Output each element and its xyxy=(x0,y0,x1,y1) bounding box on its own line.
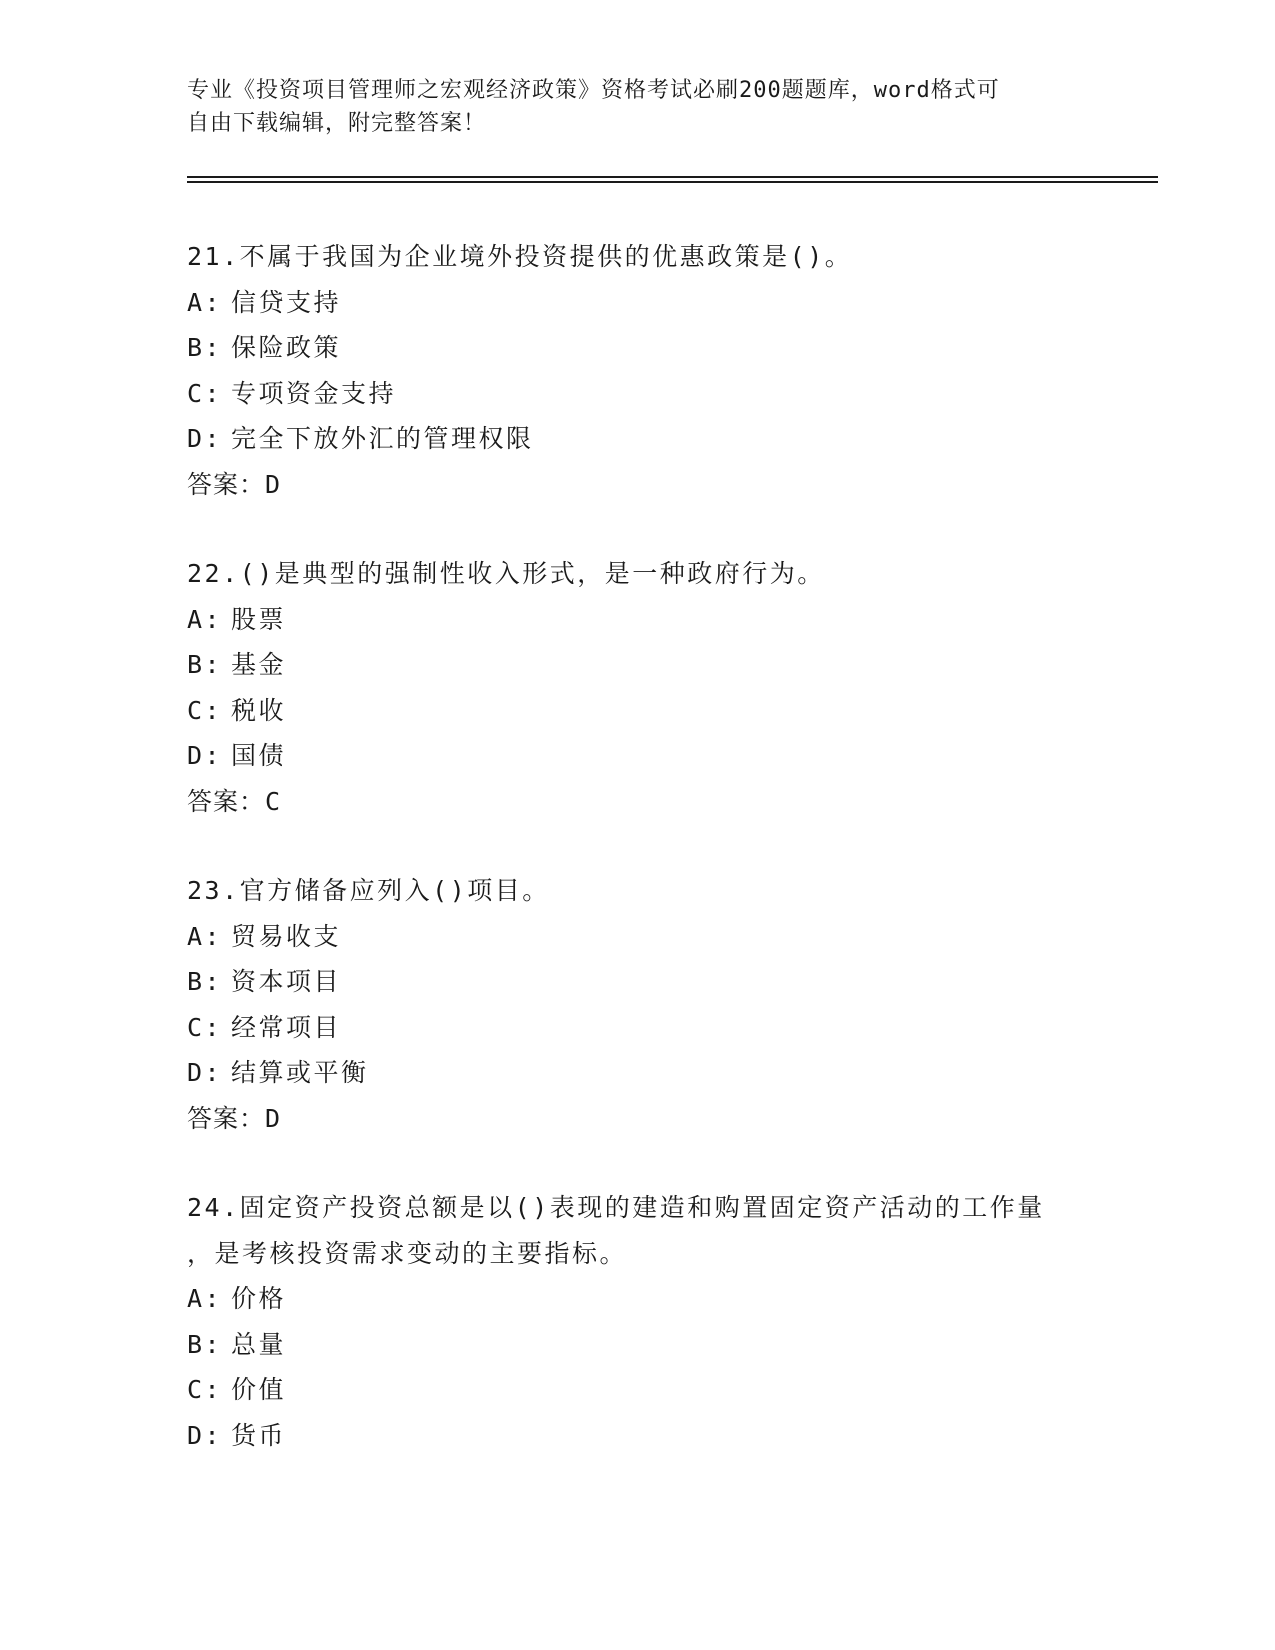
question-22 xyxy=(187,551,1087,824)
option-d xyxy=(187,1413,1087,1459)
question-24 xyxy=(187,1185,1087,1458)
question-stem: 22.()是典型的强制性收入形式，是一种政府行为。 xyxy=(187,559,825,588)
option-c xyxy=(187,371,1087,417)
question-stem: 21.不属于我国为企业境外投资提供的优惠政策是()。 xyxy=(187,242,853,271)
question-list xyxy=(187,234,1087,1502)
option-text: 完全下放外汇的管理权限 xyxy=(231,424,534,453)
answer-line xyxy=(187,462,1087,508)
option-text: 税收 xyxy=(231,695,287,725)
option-text: 资本项目 xyxy=(231,967,342,996)
option-text: 结算或平衡 xyxy=(231,1058,369,1087)
option-a xyxy=(187,914,1087,960)
option-letter: C: xyxy=(187,695,223,725)
answer-value: D xyxy=(265,1103,282,1133)
option-text: 贸易收支 xyxy=(231,921,342,951)
option-letter: D: xyxy=(187,1058,223,1087)
option-text: 股票 xyxy=(231,604,287,634)
answer-value: D xyxy=(265,469,282,499)
option-letter: C: xyxy=(187,378,223,408)
option-text: 价格 xyxy=(231,1284,287,1313)
option-text: 经常项目 xyxy=(231,1012,342,1042)
option-text: 信贷支持 xyxy=(231,287,342,317)
option-d xyxy=(187,1050,1087,1096)
header-line-1: 专业《投资项目管理师之宏观经济政策》资格考试必刷200题题库，word格式可 xyxy=(187,78,1000,103)
option-letter: A: xyxy=(187,604,223,634)
answer-line xyxy=(187,779,1087,825)
option-b xyxy=(187,959,1087,1005)
header-divider-bottom xyxy=(187,181,1158,183)
question-stem: 23.官方储备应列入()项目。 xyxy=(187,876,550,905)
question-21 xyxy=(187,234,1087,507)
option-b xyxy=(187,1322,1087,1368)
option-c xyxy=(187,1367,1087,1413)
option-c xyxy=(187,688,1087,734)
option-a xyxy=(187,1276,1087,1322)
option-a xyxy=(187,597,1087,643)
option-letter: A: xyxy=(187,1284,223,1313)
option-text: 价值 xyxy=(231,1375,287,1404)
option-letter: D: xyxy=(187,424,223,453)
option-text: 基金 xyxy=(231,650,287,679)
option-letter: B: xyxy=(187,1329,223,1359)
option-text: 货币 xyxy=(231,1420,287,1450)
option-d xyxy=(187,416,1087,462)
option-letter: B: xyxy=(187,650,223,679)
header-divider-top xyxy=(187,176,1158,178)
answer-line xyxy=(187,1096,1087,1142)
question-23 xyxy=(187,868,1087,1141)
answer-value: C xyxy=(265,786,282,816)
option-letter: B: xyxy=(187,967,223,996)
option-letter: B: xyxy=(187,333,223,362)
option-text: 国债 xyxy=(231,741,287,770)
option-text: 保险政策 xyxy=(231,333,342,362)
option-letter: D: xyxy=(187,1420,223,1450)
question-stem-line-2: ，是考核投资需求变动的主要指标。 xyxy=(187,1238,628,1268)
option-d xyxy=(187,733,1087,779)
option-b xyxy=(187,642,1087,688)
document-header xyxy=(187,74,1067,140)
answer-label: 答案： xyxy=(187,786,266,816)
option-text: 总量 xyxy=(231,1329,287,1359)
option-letter: D: xyxy=(187,741,223,770)
option-a xyxy=(187,280,1087,326)
option-text: 专项资金支持 xyxy=(231,378,397,408)
option-letter: C: xyxy=(187,1375,223,1404)
option-b xyxy=(187,325,1087,371)
answer-label: 答案： xyxy=(187,469,266,499)
question-stem-line-1: 24.固定资产投资总额是以()表现的建造和购置固定资产活动的工作量 xyxy=(187,1193,1045,1222)
answer-label: 答案： xyxy=(187,1103,266,1133)
option-letter: A: xyxy=(187,921,223,951)
option-letter: A: xyxy=(187,287,223,317)
option-letter: C: xyxy=(187,1012,223,1042)
header-line-2: 自由下载编辑，附完整答案！ xyxy=(187,111,487,136)
option-c xyxy=(187,1005,1087,1051)
